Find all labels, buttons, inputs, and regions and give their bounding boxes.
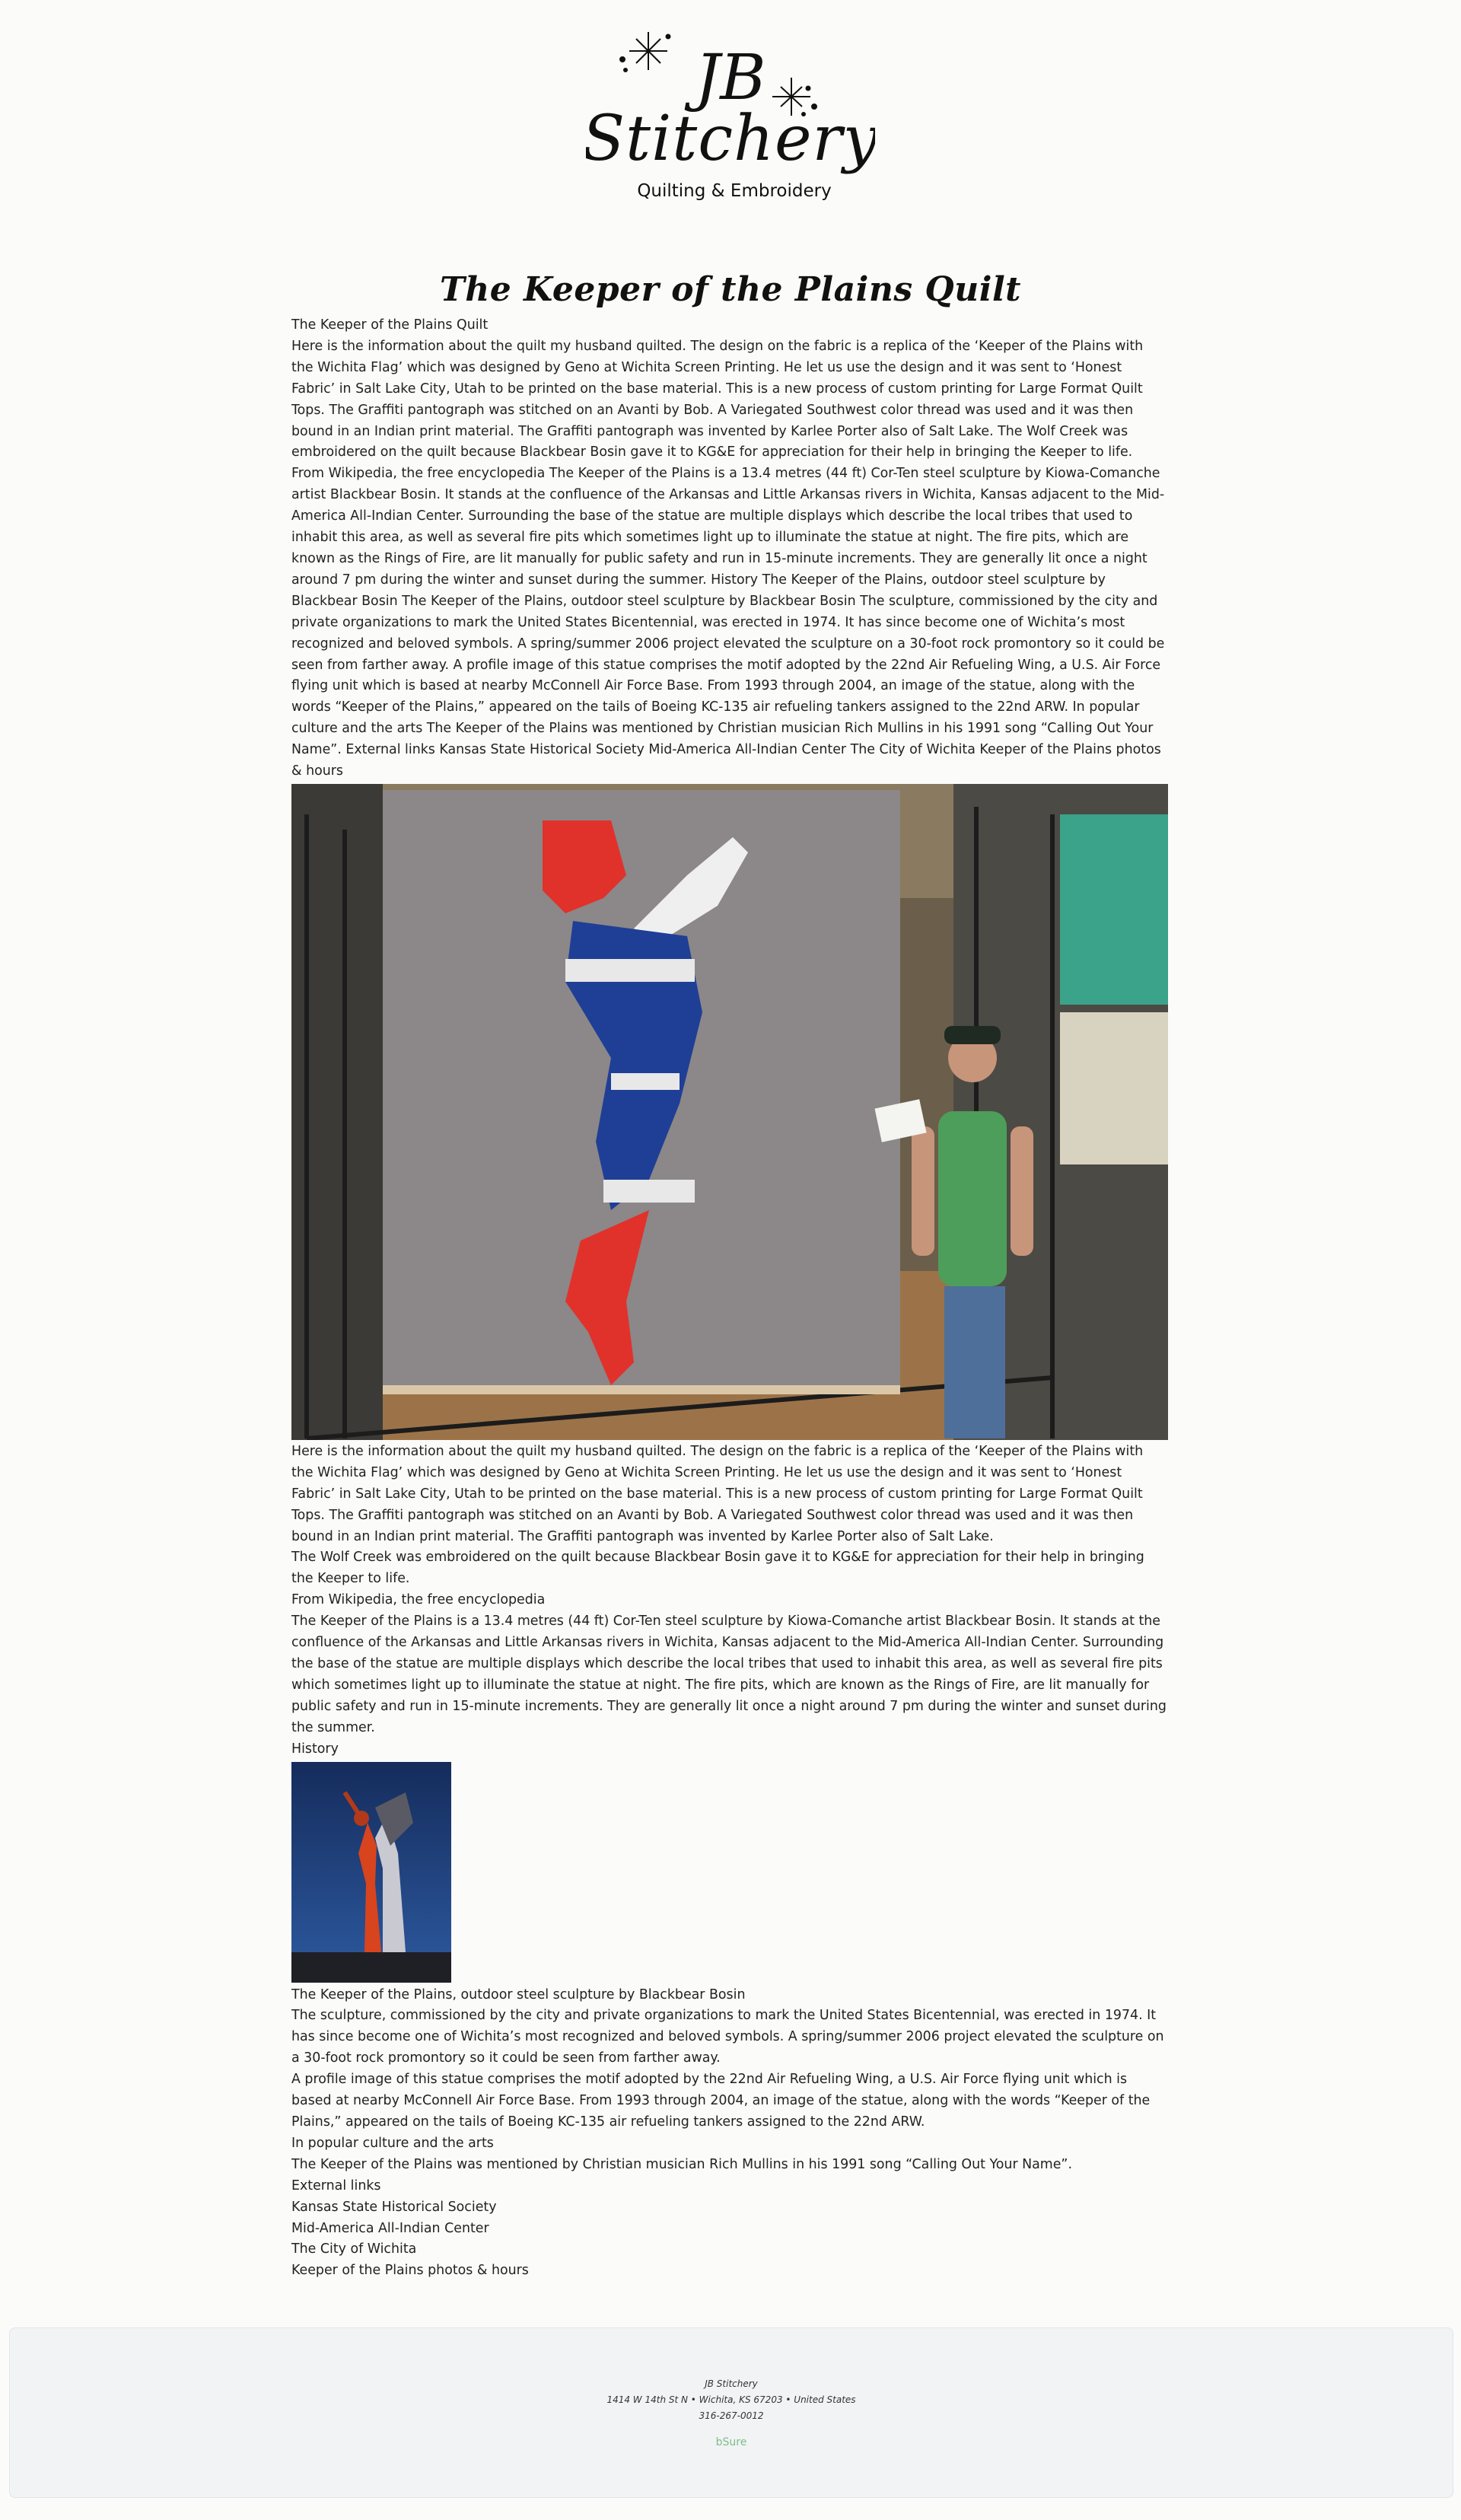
culture-heading: In popular culture and the arts xyxy=(291,2135,494,2151)
quilt-photo xyxy=(291,784,1168,1440)
site-footer xyxy=(9,2327,1453,2498)
logo-mark: JB xyxy=(695,42,766,114)
body-paragraph-3: From Wikipedia, the free encyclopedia xyxy=(291,1592,546,1608)
external-link[interactable]: Keeper of the Plains photos & hours xyxy=(291,2263,529,2279)
intro-paragraph: Here is the information about the quilt my husband quilted. The design on the fabric is a replica of the ‘Keeper of the Plains with the Wichita Flag’ which was designed by Geno at Wichita Screen Printing. He let us use the design and it was sent to ‘Honest Fabric’ in Salt Lake City, Utah to be printed on the base material. This is a new process of custom printing for Large Format Quilt Tops. The Graffiti pantograph was stitched on an Avanti by Bob. A Variegated Southwest color thread was used and it was then bound in an Indian print material. The Graffiti pantograph was invented by Karlee Porter also of Salt Lake. The Wolf Creek was embroidered on the quilt because Blackbear Bosin gave it to KG&E for appreciation for their help in bringing the Keeper to life. From Wikipedia, the free encyclopedia The Keeper of the Plains is a 13.4 metres (44 ft) Cor-Ten steel sculpture by Kiowa-Comanche artist Blackbear Bosin. It stands at the confluence of the Arkansas and Little Arkansas rivers in Wichita, Kansas adjacent to the Mid-America All-Indian Center. Surrounding the base of the statue are multiple displays which describe the local tribes that used to inhabit this area, as well as several fire pits which sometimes light up to illuminate the statue at night. The fire pits, which are known as the Rings of Fire, are lit manually for public safety and run in 15-minute increments. They are generally lit once a night around 7 pm during the winter and sunset during the summer. History The Keeper of the Plains, outdoor steel sculpture by Blackbear Bosin The Keeper of the Plains, outdoor steel sculpture by Blackbear Bosin The sculpture, commissioned by the city and private organizations to mark the United States Bicentennial, was erected in 1974. It has since become one of Wichita’s most recognized and beloved symbols. A spring/summer 2006 project elevated the sculpture on a 30-foot rock promontory so it could be seen from farther away. A profile image of this statue comprises the motif adopted by the 22nd Air Refueling Wing, a U.S. Air Force flying unit which is based at nearby McConnell Air Force Base. From 1993 through 2004, an image of the statue, along with the words “Keeper of the Plains,” appeared on the tails of Boeing KC-135 air refueling tankers assigned to the 22nd ARW. In popular culture and the arts The Keeper of the Plains was mentioned by Christian musician Rich Mullins in his 1991 song “Calling Out Your Name”. External links Kansas State Historical Society Mid-America All-Indian Center The City of Wichita Keeper of the Plains photos & hours xyxy=(291,338,1165,779)
statue-photo-image xyxy=(291,1762,451,1983)
footer-business-name: JB Stitchery xyxy=(705,2378,758,2389)
powered-by-link[interactable]: bSure xyxy=(715,2436,747,2448)
photo-caption: The Keeper of the Plains, outdoor steel sculpture by Blackbear Bosin xyxy=(291,1986,746,2002)
body-paragraph-7: The Keeper of the Plains was mentioned by Christian musician Rich Mullins in his 1991 song “Calling Out Your Name”. xyxy=(291,2156,1072,2172)
logo-graphic xyxy=(586,23,875,213)
jb-stitchery-logo[interactable] xyxy=(586,23,875,213)
page-title: The Keeper of the Plains Quilt xyxy=(440,270,1021,309)
logo-tagline: Quilting & Embroidery xyxy=(637,181,832,201)
body-paragraph-1: Here is the information about the quilt my husband quilted. The design on the fabric is a replica of the ‘Keeper of the Plains with the Wichita Flag’ which was designed by Geno at Wichita Screen Printing. He let us use the design and it was sent to ‘Honest Fabric’ in Salt Lake City, Utah to be printed on the base material. This is a new process of custom printing for Large Format Quilt Tops. The Graffiti pantograph was stitched on an Avanti by Bob. A Variegated Southwest color thread was used and it was then bound in an Indian print material. The Graffiti pantograph was invented by Karlee Porter also of Salt Lake. xyxy=(291,1443,1144,1544)
external-link[interactable]: Kansas State Historical Society xyxy=(291,2199,497,2215)
links-heading: External links xyxy=(291,2178,381,2193)
site-header xyxy=(0,0,1461,259)
body-paragraph-6: A profile image of this statue comprises the motif adopted by the 22nd Air Refueling Wing, a U.S. Air Force flying unit which is based at nearby McConnell Air Force Base. From 1993 through 2004, an image of the statue, along with the words “Keeper of the Plains,” appeared on the tails of Boeing KC-135 air refueling tankers assigned to the 22nd ARW. xyxy=(291,2072,1151,2130)
logo-wordmark: Stitchery xyxy=(586,103,875,175)
body-paragraph-5: The sculpture, commissioned by the city and private organizations to mark the United States Bicentennial, was erected in 1974. It has since become one of Wichita’s most recognized and beloved symbols. A spring/summer 2006 project elevated the sculpture on a 30-foot rock promontory so it could be seen from farther away. xyxy=(291,2008,1164,2066)
footer-address: 1414 W 14th St N • Wichita, KS 67203 • United States xyxy=(606,2394,856,2405)
quilt-photo-image xyxy=(291,784,1168,1440)
body-paragraph-2: The Wolf Creek was embroidered on the quilt because Blackbear Bosin gave it to KG&E for appreciation for their help in bringing the Keeper to life. xyxy=(291,1550,1144,1587)
statue-photo xyxy=(291,1762,451,1983)
body-paragraph-4: The Keeper of the Plains is a 13.4 metres (44 ft) Cor-Ten steel sculpture by Kiowa-Comanche artist Blackbear Bosin. It stands at the confluence of the Arkansas and Little Arkansas rivers in Wichita, Kansas adjacent to the Mid-America All-Indian Center. Surrounding the base of the statue are multiple displays which describe the local tribes that used to inhabit this area, as well as several fire pits which sometimes light up to illuminate the statue at night. The fire pits, which are known as the Rings of Fire, are lit manually for public safety and run in 15-minute increments. They are generally lit once a night around 7 pm during the winter and sunset during the summer. xyxy=(291,1614,1167,1735)
external-link[interactable]: Mid-America All-Indian Center xyxy=(291,2220,489,2236)
history-heading: History xyxy=(291,1741,339,1757)
external-link[interactable]: The City of Wichita xyxy=(291,2241,417,2257)
footer-phone[interactable]: 316-267-0012 xyxy=(699,2410,764,2421)
article-content xyxy=(291,315,1168,2282)
intro-heading: The Keeper of the Plains Quilt xyxy=(291,317,489,333)
